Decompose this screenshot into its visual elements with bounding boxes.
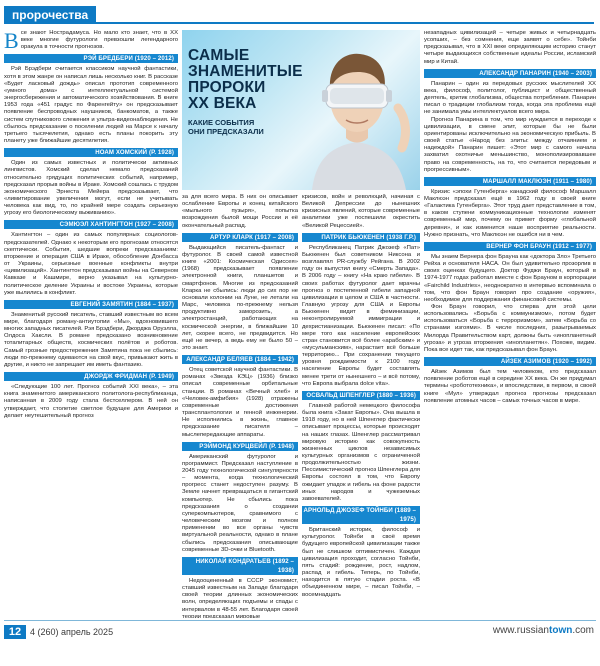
site-url-brand: town xyxy=(549,625,573,636)
page-number: 12 xyxy=(4,625,26,639)
rubric-label: пророчества xyxy=(4,6,96,24)
article-paragraph: Фон Браун говорил, что сперва для этой цели использовались «Борьба с коммунизмом», потом будет использоваться «Борьба с терроризмом», затем «Борьба со странами изгоями». В числе последних, разыгрываемых Милорда Правительством карт, должны быть «инопланетный угроза» и угроза вторжения «инопланетян». Похоже, видим. Пока все идет так, как предсказывал фон Браун. xyxy=(424,304,596,353)
top-bar xyxy=(0,0,600,26)
article-paragraph: Кризис «эпохи Гутенберга» канадский философ Маршалл Маклюэн предсказал ещё в 1962 году в своей книге «Галактика Гутенберга». Этот труд дает представление в том, в каком ступени коммуникационные технологии изменят современный мир, почему он примет форму «глобальной деревни», и как изменится наше восприятие реальности. Нужно признать, что Маклюэн не ошибся ни в чем. xyxy=(424,188,596,238)
site-url[interactable] xyxy=(493,625,594,636)
hero-title-line: ЗНАМЕНИТЫЕ xyxy=(188,63,303,80)
site-url-suffix: .com xyxy=(572,625,594,636)
article-paragraph: Хантингтон – один из самых популярных социологов-предсказателей. Однако к некоторым его прогнозам относятся скептически. События, шедшие вопреки предсказаниям: вторжение и операция США в Ираке, обособление Донбасса от Украины, серьезные военные конфликты внутри «цивилизаций». Хантингтон предсказывал войны на Северном Кавказе и Кашмире, верно указывал на культурно-политическое деление Украины и востоке Украины, которые уже вылились в конфликт. xyxy=(4,232,178,296)
footer-rule xyxy=(4,620,596,621)
hero-banner xyxy=(182,30,420,190)
site-url-prefix: www.russian xyxy=(492,625,549,636)
page-footer xyxy=(0,620,600,666)
issue-info: 4 (260) апрель 2025 xyxy=(30,627,114,637)
article-paragraph: кризисов, войн и революций, начиная с Великой Депрессии до нынешних кризисных явлений, которые современные аналитики уже поспешили окрестить «Великой Рецессией». xyxy=(302,194,420,229)
hero-subtitle-line: КАКИЕ СОБЫТИЯ xyxy=(188,118,255,127)
person-vr-headset-icon xyxy=(302,38,412,190)
article-paragraph: Недооцененный в СССР экономист, ставший известным на Западе благодаря своей теории длинных экономических волн, определяющих подъемы и спады с интервалом в 48-55 лет. Благодаря своей теории предсказал мировые xyxy=(182,577,298,618)
drop-cap: В xyxy=(4,30,19,53)
article-paragraph: Мы знаем Вернера фон Брауна как «доктора Зло» Третьего Рейха и основателя НАСА. Он был удивительно прозорлив в своих оценках будущего. Доктор Фуджи Браун, который в 1974-1977 годах работал вместе с фон Брауном в корпорации «Fairchild Industries», неоднократно в интервью вспоминала о том, что фон Браун говорил про создание «оружия», необходимое для поддержания финансовой системы. xyxy=(424,253,596,303)
article-paragraph: «Следующие 100 лет. Прогноз событий XXI века», – эта книга знаменитого американского политолога-республиканца, написанная в 2009 году стала бестселлером. В ней он утверждает, что столетие светлое будущее для Америки и делает неутешительный прогноз xyxy=(4,384,178,419)
article-paragraph: за для всего мира. В них он описывает ослабление Европы и конец китайского «мыльного пузыря», попытка возрождения былой мощи России и её окончательный распад. xyxy=(182,194,298,229)
column-3 xyxy=(302,194,420,618)
section-heading: АЛЕКСАНДР БЕЛЯЕВ (1884 – 1942) xyxy=(182,355,298,364)
section-heading: АРНОЛЬД ДЖОЗЕФ ТОЙНБИ (1889 – 1975) xyxy=(302,506,420,524)
hero-title-line: САМЫЕ xyxy=(188,47,250,64)
article-paragraph: Знаменитый русский писатель, ставший известным во всем мире, благодаря роману-антиутопии «Мы», вдохновившего многих западных писателей. Рэя Брэдбери, Джорджа Оруэлла, Олдоса Хаксли. В романе предсказано возникновение тоталитарных обществ, космических полётов и роботов. Самый грозные предостережения Замятина пока не сбылись: люди по-прежнему одеваются на свой вкус, привыкают жить в другие, и никто не запрещает им иметь фантазию. xyxy=(4,311,178,368)
article-paragraph: Британский историк, философ и культуролог. Тойнби в своё время будущего европейской цивилизации также был не слишком оптимистичен. Каждая цивилизация проходит, согласно Тойнби, пять стадий: рождение, рост, надлом, распад и гибель. Теперь, по Тойнби, находится в пятую стадии роста. «В объединенном мире, – писал Тойнби, – восемнадцать xyxy=(302,527,420,598)
hero-title xyxy=(188,47,303,112)
article-paragraph: Прогноз Панарина в том, что мир нуждается в переходе к цивилизации, в смене элит, которые бы не были ориентированы исключительно на экономическую прибыль. В своей статье «Народ без элиты: между отчаянием и надеждой» Панарин пишет: «Этот мир с самого начала захватил охотничье меньшинство, монополизировавшее право на современность, на то, что считается передовым и прогрессивным». xyxy=(424,116,596,173)
hero-title-line: XX ВЕКА xyxy=(188,95,257,112)
article-paragraph: Рэй Брэдбери считается классиком научной фантастики, хотя в этом жанре он написал лишь несколько книг. В рассказе «Будет ласковый дождь» описал прототип современного «умного дома» с интеллектуальной системой энергосбережения и автоматического хозяйствования. В книге 1953 года «451 градус по Фаренгейту» он предсказывает появление беспроводных наушников, банкоматов, а также систем спутникового слежения и ультра-видеонаблюдения. Не сбылось предсказание о поселении людей на Марсе к началу третьего тысячелетия, однако есть планы покорить эту планету уже ближайшие десятилетия. xyxy=(4,66,178,145)
section-heading: ДЖОРДЖ ФРИДМАН (Р. 1949) xyxy=(4,372,178,381)
section-heading: НИКОЛАЙ КОНДРАТЬЕВ (1892 – 1938) xyxy=(182,557,298,575)
hero-text xyxy=(188,47,303,136)
intro-text: се знают Нострадамуса. Но мало кто знает, что в XX веке многие футурологи превзошли легендарного оракула в точности прогнозов. xyxy=(20,30,178,51)
article-paragraph: Панарин – один из передовых русских мыслителей XX века, философ, политолог, публицист и общественный деятель, критик глобализма, общества потребления. Панарин писал о традиции глобализм тогда, когда эта проблема ещё не занимала умы интеллектуалов всего мира. xyxy=(424,80,596,116)
hero-subtitle-line: ОНИ ПРЕДСКАЗАЛИ xyxy=(188,127,264,136)
section-heading: АЙЗЕК АЗИМОВ (1920 – 1992) xyxy=(424,357,596,366)
section-heading: АЛЕКСАНДР ПАНАРИН (1940 – 2003) xyxy=(424,69,596,78)
article-paragraph: Республиканец Патрик Джозеф «Пат» Бьюкенен был советником Никсона и возглавлял PR-службу Рейгана. В 2002 году он выпустил книгу «Смерть Запада». В 2006 году – книгу «На краю гибели». В своих работах футуролог дает мрачны прогноз о постепенной гибели западной цивилизации в целом и США в частности. Главную угрозу для США и Европы Бьюкенен видит в феминизации, неконтролируемой иммиграции и дехристианизации. Бьюкенен писал: «По мере того как население европейских стран становится всё более «арабским» и «мусульманским», нарастает всё больше территорию... При сохранении текущего уровня рождаемости к 2100 году население Европы будет составлять менее трети от нынешнего – и всё потому, что Европа выбрала dolce vita». xyxy=(302,244,420,387)
article-paragraph: незападных цивилизаций – четыре живых и четырнадцать усопших, – без сомнения, еще заявят о себе». Тойнби предсказывал, что в XXI веке определяющим историю станут четыре выдающихся собственные идеалы России, исламский мир и Китай. xyxy=(424,30,596,65)
article-paragraph: Американский футуролог и программист. Предсказал наступление в 2045 году технологической сингулярности – момента, когда технологический прогресс станет недоступен разуму. В Земле начнет превращаться в гигантский компьютер. Не сбылись пока предсказания о создании суперкомпьютеров, сравнимого с человеческим мозгом и полном применении во все органы чувств виртуальной реальности, однако в плане сбылись предсказания описывающие современные 3D-очки и Bluetooth. xyxy=(182,453,298,553)
column-4 xyxy=(424,30,596,618)
article-paragraph: Выдающийся писатель-фантаст и футуролог. В своей самой известной книге «2001: Космическая Одиссея» (1968) предсказывает появление электронной книги, планшетов и смартфонов. Многие из предсказаний Кларка не сбылись: люди до сих пор не основали колонии на Луне, не летали на Марс, человека по-прежнему нельзя продуктивно заморозить, а электростанций, работающих на космической энергии, в ближайшие 10 лет, скорее всего, не предвидится. Но ещё не вечер, а ведь ему не было 50 – это знает. xyxy=(182,244,298,351)
article-paragraph: Отец советской научной фантастики. В романах «Звезда КЭЦ» (1936) близко описал современные орбитальные станции. В романах «Вечный хлеб» и «Человек-амфибия» (1928) отражены современные достижения трансплантологии и генной инженерии. Не исполнились в жизнь, главное предсказание писателя – мыслепередающие аппараты. xyxy=(182,367,298,438)
section-heading: ОСВАЛЬД ШПЕНГЛЕР (1880 – 1936) xyxy=(302,391,420,400)
section-heading: МАРШАЛЛ МАКЛЮЭН (1911 – 1980) xyxy=(424,177,596,186)
rubric-rule xyxy=(78,22,594,24)
column-2 xyxy=(182,194,298,618)
hero-subtitle xyxy=(188,118,298,136)
article-paragraph: Айзек Азимов был тем человеком, кто предсказал появление роботов ещё в середине XX века. Он же придумал термины «робототехника», и впоследствии, в первом, в своей книге «Мул» утверждал прогноз прогнозы предсказал появление атомных часов – самых точных часов в мире. xyxy=(424,369,596,404)
section-heading: ВЕРНЕР ФОН БРАУН (1912 – 1977) xyxy=(424,242,596,251)
column-1 xyxy=(4,30,178,618)
section-heading: РЭЙМОНД КУРЦВЕЙЛ (Р. 1948) xyxy=(182,442,298,451)
section-heading: СЭМЮЭЛ ХАНТИНГТОН (1927 – 2008) xyxy=(4,220,178,229)
article-paragraph: Один из самых известных и политически активных лингвистов. Хомский сделал немало предсказаний относительно грядущих политических событий, например, предсказал прорыв войны в Ираке. Хомский сошлась с трудом экономического Эрнеста Мейера предсказывает, что «лимитирование увеличения могут, если не учитывать человека как вид, то, по крайней мере создать серьезную угрозу его биологическому выживанию». xyxy=(4,160,178,217)
section-heading: ПАТРИК БЬЮКЕНЕН (1938 Г.Р.) xyxy=(302,233,420,242)
hero-title-line: ПРОРОКИ xyxy=(188,79,266,96)
section-heading: АРТУР КЛАРК (1917 – 2008) xyxy=(182,233,298,242)
section-heading: РЭЙ БРЕДБЕРИ (1920 – 2012) xyxy=(4,54,178,63)
section-heading: НОАМ ХОМСКИЙ (Р. 1928) xyxy=(4,148,178,157)
article-paragraph: Главной работой немецкого философа была книга «Закат Европы». Она вышла в 1918 году, но в ней Шпенглер фактически описывает процессы, которые происходят на наших глазах. Шпенглер рассматривал мировую историю как совокупность жизненных циклов независимых культурных организмов с ограниченной продолжительностью жизни. Пессимистический прогноз Шпенглера для Европы состоял в том, что Европу ожидает упадок и гибель на фоне радости иных народов и чужеземных завоевателей. xyxy=(302,402,420,502)
section-heading: ЕВГЕНИЙ ЗАМЯТИН (1884 – 1937) xyxy=(4,300,178,309)
